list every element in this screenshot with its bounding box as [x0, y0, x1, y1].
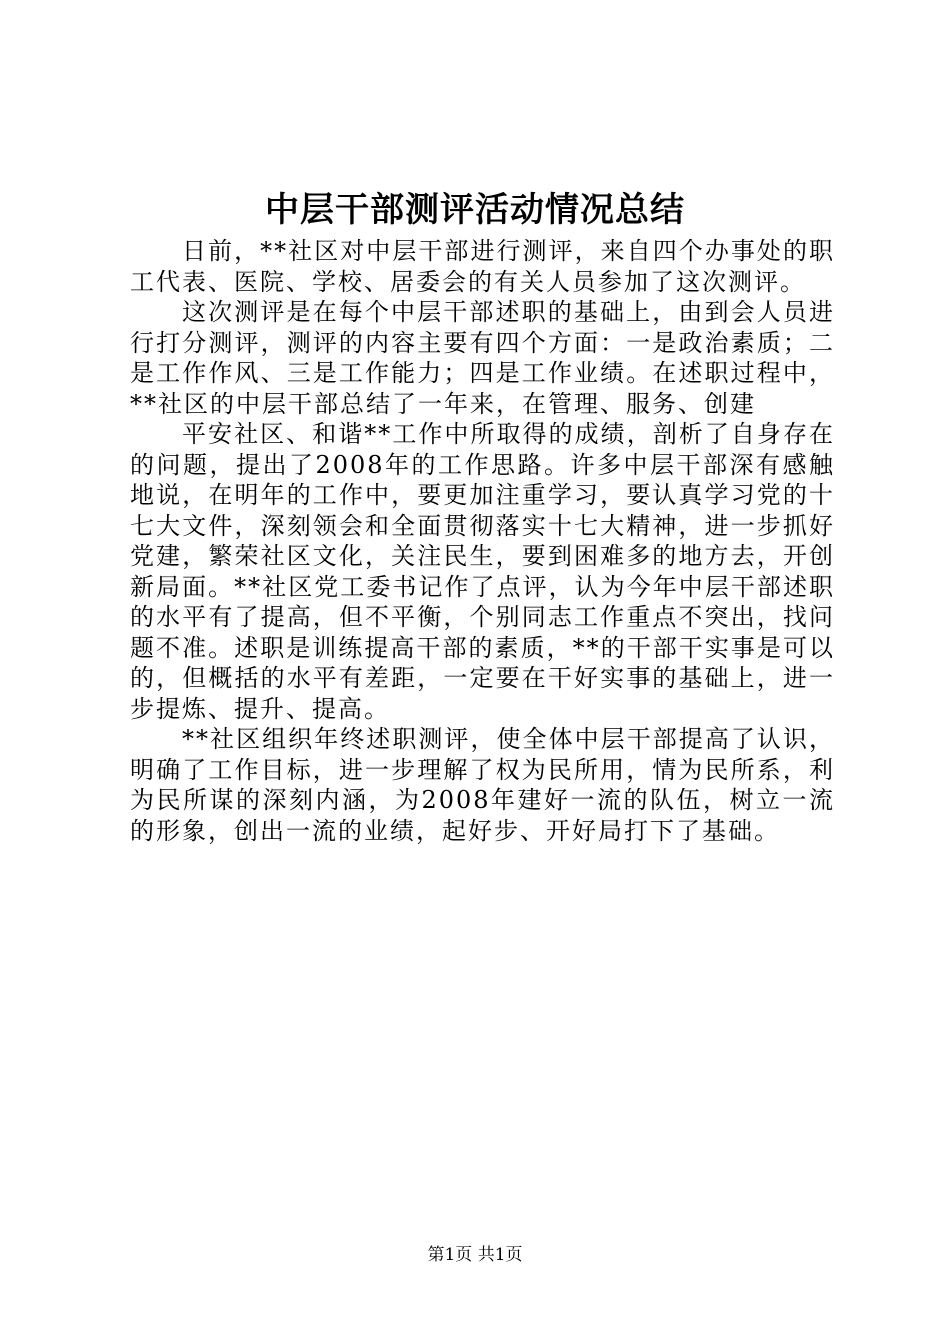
paragraph-4: **社区组织年终述职测评，使全体中层干部提高了认识，明确了工作目标，进一步理解了权为民所用，情为民所系，利为民所谋的深刻内涵，为2008年建好一流的队伍，树立一流的形象，创出一流的业绩，起好步、开好局打下了基础。	[130, 725, 835, 845]
document-title: 中层干部测评活动情况总结	[265, 190, 685, 230]
document-body	[130, 236, 835, 846]
paragraph-2: 这次测评是在每个中层干部述职的基础上，由到会人员进行打分测评，测评的内容主要有四个方面：一是政治素质；二是工作作风、三是工作能力；四是工作业绩。在述职过程中，**社区的中层干部总结了一年来，在管理、服务、创建	[130, 298, 835, 418]
paragraph-1: 日前，**社区对中层干部进行测评，来自四个办事处的职工代表、医院、学校、居委会的有关人员参加了这次测评。	[130, 237, 835, 296]
paragraph-3: 平安社区、和谐**工作中所取得的成绩，剖析了自身存在的问题，提出了2008年的工作思路。许多中层干部深有感触地说，在明年的工作中，要更加注重学习，要认真学习党的十七大文件，深刻领会和全面贯彻落实十七大精神，进一步抓好党建，繁荣社区文化，关注民生，要到困难多的地方去，开创新局面。**社区党工委书记作了点评，认为今年中层干部述职的水平有了提高，但不平衡，个别同志工作重点不突出，找问题不准。述职是训练提高干部的素质，**的干部干实事是可以的，但概括的水平有差距，一定要在干好实事的基础上，进一步提炼、提升、提高。	[130, 420, 835, 723]
page-footer: 第1页 共1页	[427, 1245, 523, 1265]
